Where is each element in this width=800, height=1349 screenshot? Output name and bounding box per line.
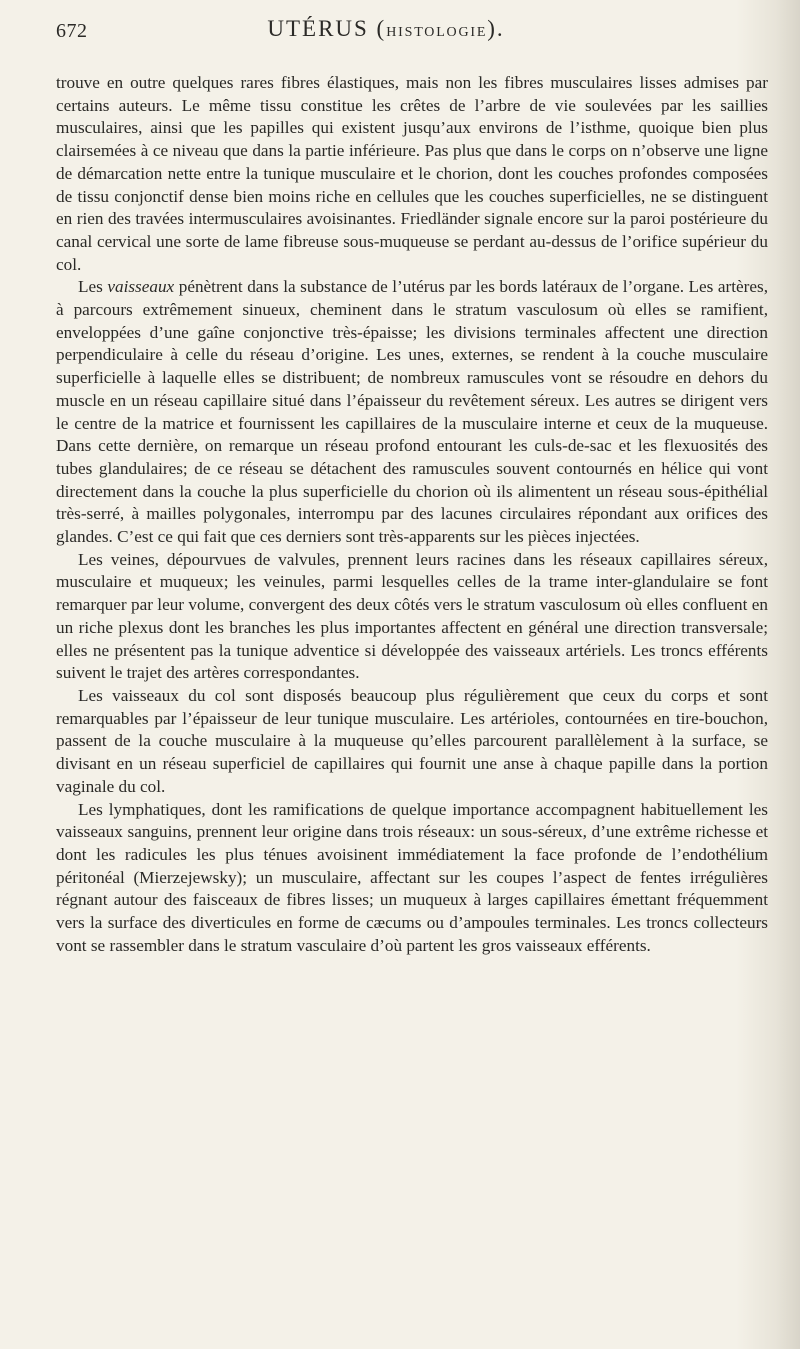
running-head-title: UTÉRUS ( [267, 16, 387, 41]
paragraph-5: Les lymphatiques, dont les ramifications de quelque importance accompagnent habituellement les vaisseaux sanguins, prennent leur origine dans trois réseaux: un sous-séreux, d’une extrême richesse et dont les radicules les plus ténues avoisinent immédiatement la face profonde de l’endothélium péritonéal (Mierzejewsky); un musculaire, affectant sur les coupes l’aspect de fentes irrégulières régnant autour des faisceaux de fibres lisses; un muqueux à larges capillaires émettant fréquemment vers la surface des diverticules en forme de cæcums ou d’ampoules terminales. Les troncs collecteurs vont se rassembler dans le stratum vasculaire d’où partent les gros vaisseaux efférents. [56, 799, 768, 955]
paragraph-2 [56, 276, 768, 548]
paragraph-1: trouve en outre quelques rares fibres élastiques, mais non les fibres musculaires lisses admises par certains auteurs. Le même tissu constitue les crêtes de l’arbre de vie soulevées par les saillies musculaires, ainsi que les papilles qui existent jusqu’aux environs de l’isthme, quoique bien plus clairsemées à ce niveau que dans la partie inférieure. Pas plus que dans le corps on n’observe une ligne de démarcation nette entre la tunique musculaire et le chorion, dont les couches profondes composées de tissu conjonctif dense bien moins riche en cellules que les couches superficielles, ne se distinguent en rien des travées intermusculaires avoisinantes. Friedländer signale encore sur la paroi postérieure du canal cervical une sorte de lame fibreuse sous-muqueuse se perdant au-dessus de l’orifice supérieur du col. [56, 73, 768, 274]
running-head-subtitle: HISTOLOGIE [386, 25, 488, 40]
running-head [56, 16, 716, 42]
paragraph-4: Les vaisseaux du col sont disposés beaucoup plus régulièrement que ceux du corps et sont remarquables par l’épaisseur de leur tunique musculaire. Les artérioles, contournées en tire-bouchon, passent de la couche musculaire à la muqueuse qu’elles parcourent parallèlement à la surface, se divisant en un réseau superficiel de capillaires qui fournit une anse à chaque papille dans la portion vaginale du col. [56, 685, 768, 796]
paragraph-2-italic-term: vaisseaux [107, 277, 175, 297]
body-text [56, 72, 768, 957]
page-number: 672 [56, 20, 88, 42]
paragraph-2-prefix: Les [78, 277, 108, 297]
paragraph-2-text: pénètrent dans la substance de l’utérus par les bords latéraux de l’organe. Les artères, à parcours extrêmement sinueux, cheminent dans le stratum vasculosum où elles se ramifient, enveloppées d’une gaîne conjonctive très-épaisse; les divisions terminales affectent une direction perpendiculaire à celle du réseau d’origine. Les unes, externes, se rendent à la couche musculaire superficielle à laquelle elles se distribuent; de nombreux ramuscules vont se résoudre en dehors du muscle en un réseau capillaire situé dans l’épaisseur du revêtement séreux. Les autres se dirigent vers le centre de la matrice et fournissent les capillaires de la musculaire interne et ceux de la muqueuse. Dans cette dernière, on remarque un réseau profond entourant les culs-de-sac et les flexuosités des tubes glandulaires; de ce réseau se détachent des ramuscules souvent contournés en hélice qui vont directement dans la couche la plus superficielle du chorion où ils alimentent un réseau sous-épithélial très-serré, à mailles polygonales, interrompu par des lacunes circulaires répondant aux orifices des glandes. C’est ce qui fait que ces derniers sont très-apparents sur les pièces injectées. [56, 277, 768, 547]
running-head-end: ). [487, 16, 505, 41]
paragraph-3: Les veines, dépourvues de valvules, prennent leurs racines dans les réseaux capillaires séreux, musculaire et muqueux; les veinules, parmi lesquelles celles de la trame inter-glandulaire se font remarquer par leur volume, convergent des deux côtés vers le stratum vasculosum où elles confluent en un riche plexus dont les branches les plus importantes affectent en général une direction transversale; elles ne présentent pas la tunique adventice si développée des vaisseaux artériels. Les troncs efférents suivent le trajet des artères correspondantes. [56, 549, 768, 683]
page-header [56, 16, 766, 48]
